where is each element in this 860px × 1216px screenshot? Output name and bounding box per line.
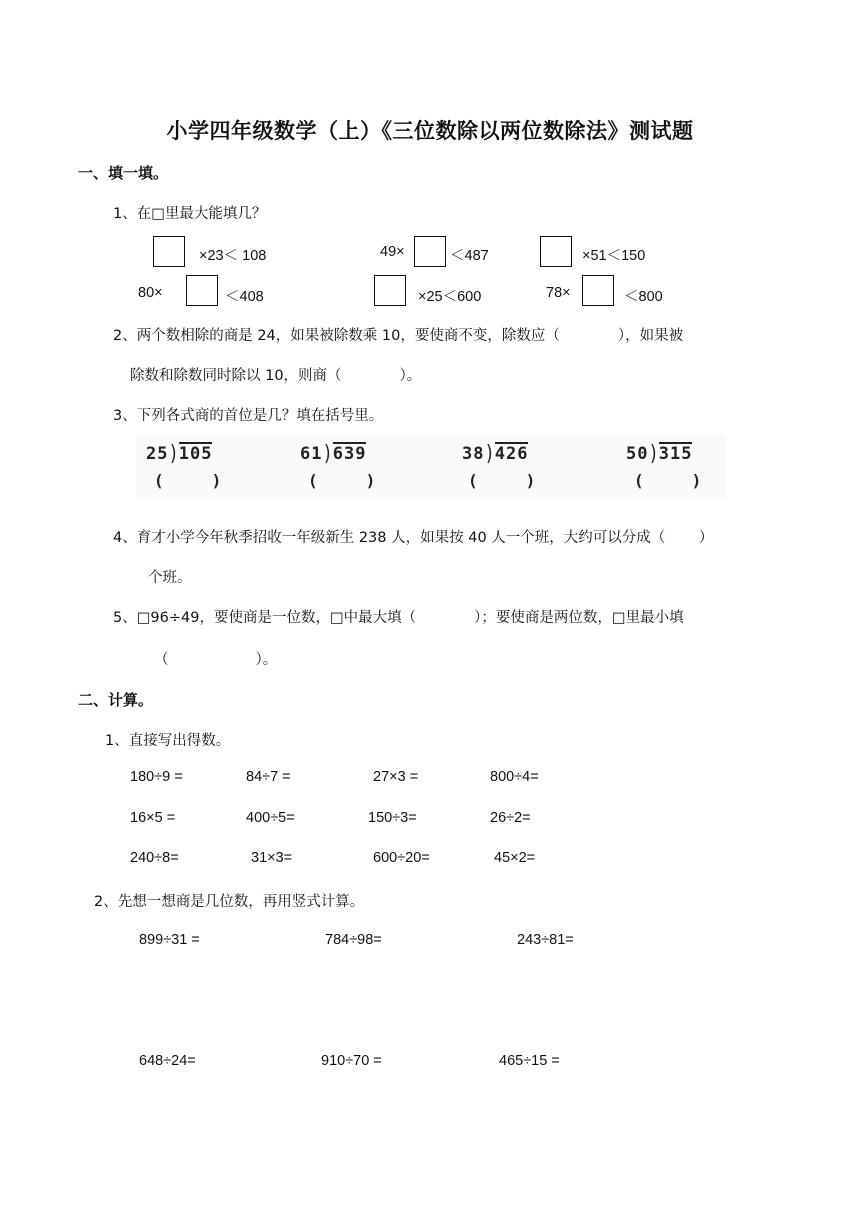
inequality-text: ＜800 (624, 289, 663, 305)
inequality-text: ×51＜150 (582, 248, 646, 264)
long-division: 25)105 (146, 441, 213, 467)
inequality-text: 78× (546, 285, 571, 301)
dividend: 639 (332, 444, 367, 464)
vertical-calc-item: 648÷24= (139, 1053, 196, 1069)
vertical-calc-item: 243÷81= (517, 932, 574, 948)
calc-item: 800÷4= (490, 769, 539, 785)
dividend: 426 (494, 444, 529, 464)
question-2-2: 2、先想一想商是几位数，再用竖式计算。 (94, 894, 365, 910)
dividend: 315 (658, 444, 693, 464)
question-1-5-line2: （ ）。 (154, 652, 278, 668)
inequality-text: ＜487 (450, 248, 489, 264)
question-1-4-line2: 个班。 (148, 570, 192, 586)
calc-item: 150÷3= (368, 810, 417, 826)
vertical-calc-item: 910÷70 = (321, 1053, 382, 1069)
question-1-2-line1: 2、两个数相除的商是 24，如果被除数乘 10，要使商不变，除数应（ ），如果被 (113, 328, 684, 344)
calc-item: 240÷8= (130, 850, 179, 866)
divisor: 50 (626, 444, 649, 464)
inequality-text: 49× (380, 244, 405, 260)
inequality-text: ×25＜600 (418, 289, 482, 305)
calc-item: 27×3 = (373, 769, 419, 785)
page-title: 小学四年级数学（上）《三位数除以两位数除法》测试题 (166, 119, 694, 143)
section-heading-fill: 一、填一填。 (78, 164, 169, 182)
calc-item: 16×5 = (130, 810, 176, 826)
question-1-5-line1: 5、□96÷49，要使商是一位数，□中最大填（ ）；要使商是两位数，□里最小填 (113, 610, 684, 626)
answer-parentheses[interactable]: ( ) (468, 471, 536, 490)
question-2-1: 1、直接写出得数。 (105, 733, 231, 749)
divisor: 38 (462, 444, 485, 464)
long-division: 50)315 (626, 441, 693, 467)
question-1-4-line1: 4、育才小学今年秋季招收一年级新生 238 人，如果按 40 人一个班，大约可以分成（ ） (113, 530, 714, 546)
dividend: 105 (178, 444, 213, 464)
question-1-3: 3、下列各式商的首位是几？填在括号里。 (113, 408, 384, 424)
calc-item: 31×3= (251, 850, 293, 866)
inequality-text: ＜408 (225, 289, 264, 305)
calc-item: 400÷5= (246, 810, 295, 826)
question-1-2-line2: 除数和除数同时除以 10，则商（ ）。 (130, 368, 422, 384)
answer-box[interactable] (374, 275, 406, 306)
answer-parentheses[interactable]: ( ) (308, 471, 376, 490)
calc-item: 26÷2= (490, 810, 531, 826)
vertical-calc-item: 784÷98= (325, 932, 382, 948)
answer-box[interactable] (153, 236, 185, 267)
divisor: 61 (300, 444, 323, 464)
calc-item: 180÷9 = (130, 769, 183, 785)
vertical-calc-item: 899÷31 = (139, 932, 200, 948)
calc-item: 84÷7 = (246, 769, 291, 785)
answer-box[interactable] (540, 236, 572, 267)
answer-parentheses[interactable]: ( ) (154, 471, 222, 490)
calc-item: 45×2= (494, 850, 536, 866)
inequality-text: 80× (138, 285, 163, 301)
inequality-text: ×23＜ 108 (199, 248, 267, 264)
answer-box[interactable] (414, 236, 446, 267)
question-1-1: 1、在□里最大能填几？ (113, 206, 267, 222)
answer-box[interactable] (582, 275, 614, 306)
answer-parentheses[interactable]: ( ) (634, 471, 702, 490)
calc-item: 600÷20= (373, 850, 430, 866)
long-division: 38)426 (462, 441, 529, 467)
divisor: 25 (146, 444, 169, 464)
section-heading-calc: 二、计算。 (78, 691, 154, 709)
vertical-calc-item: 465÷15 = (499, 1053, 560, 1069)
long-division: 61)639 (300, 441, 367, 467)
answer-box[interactable] (186, 275, 218, 306)
